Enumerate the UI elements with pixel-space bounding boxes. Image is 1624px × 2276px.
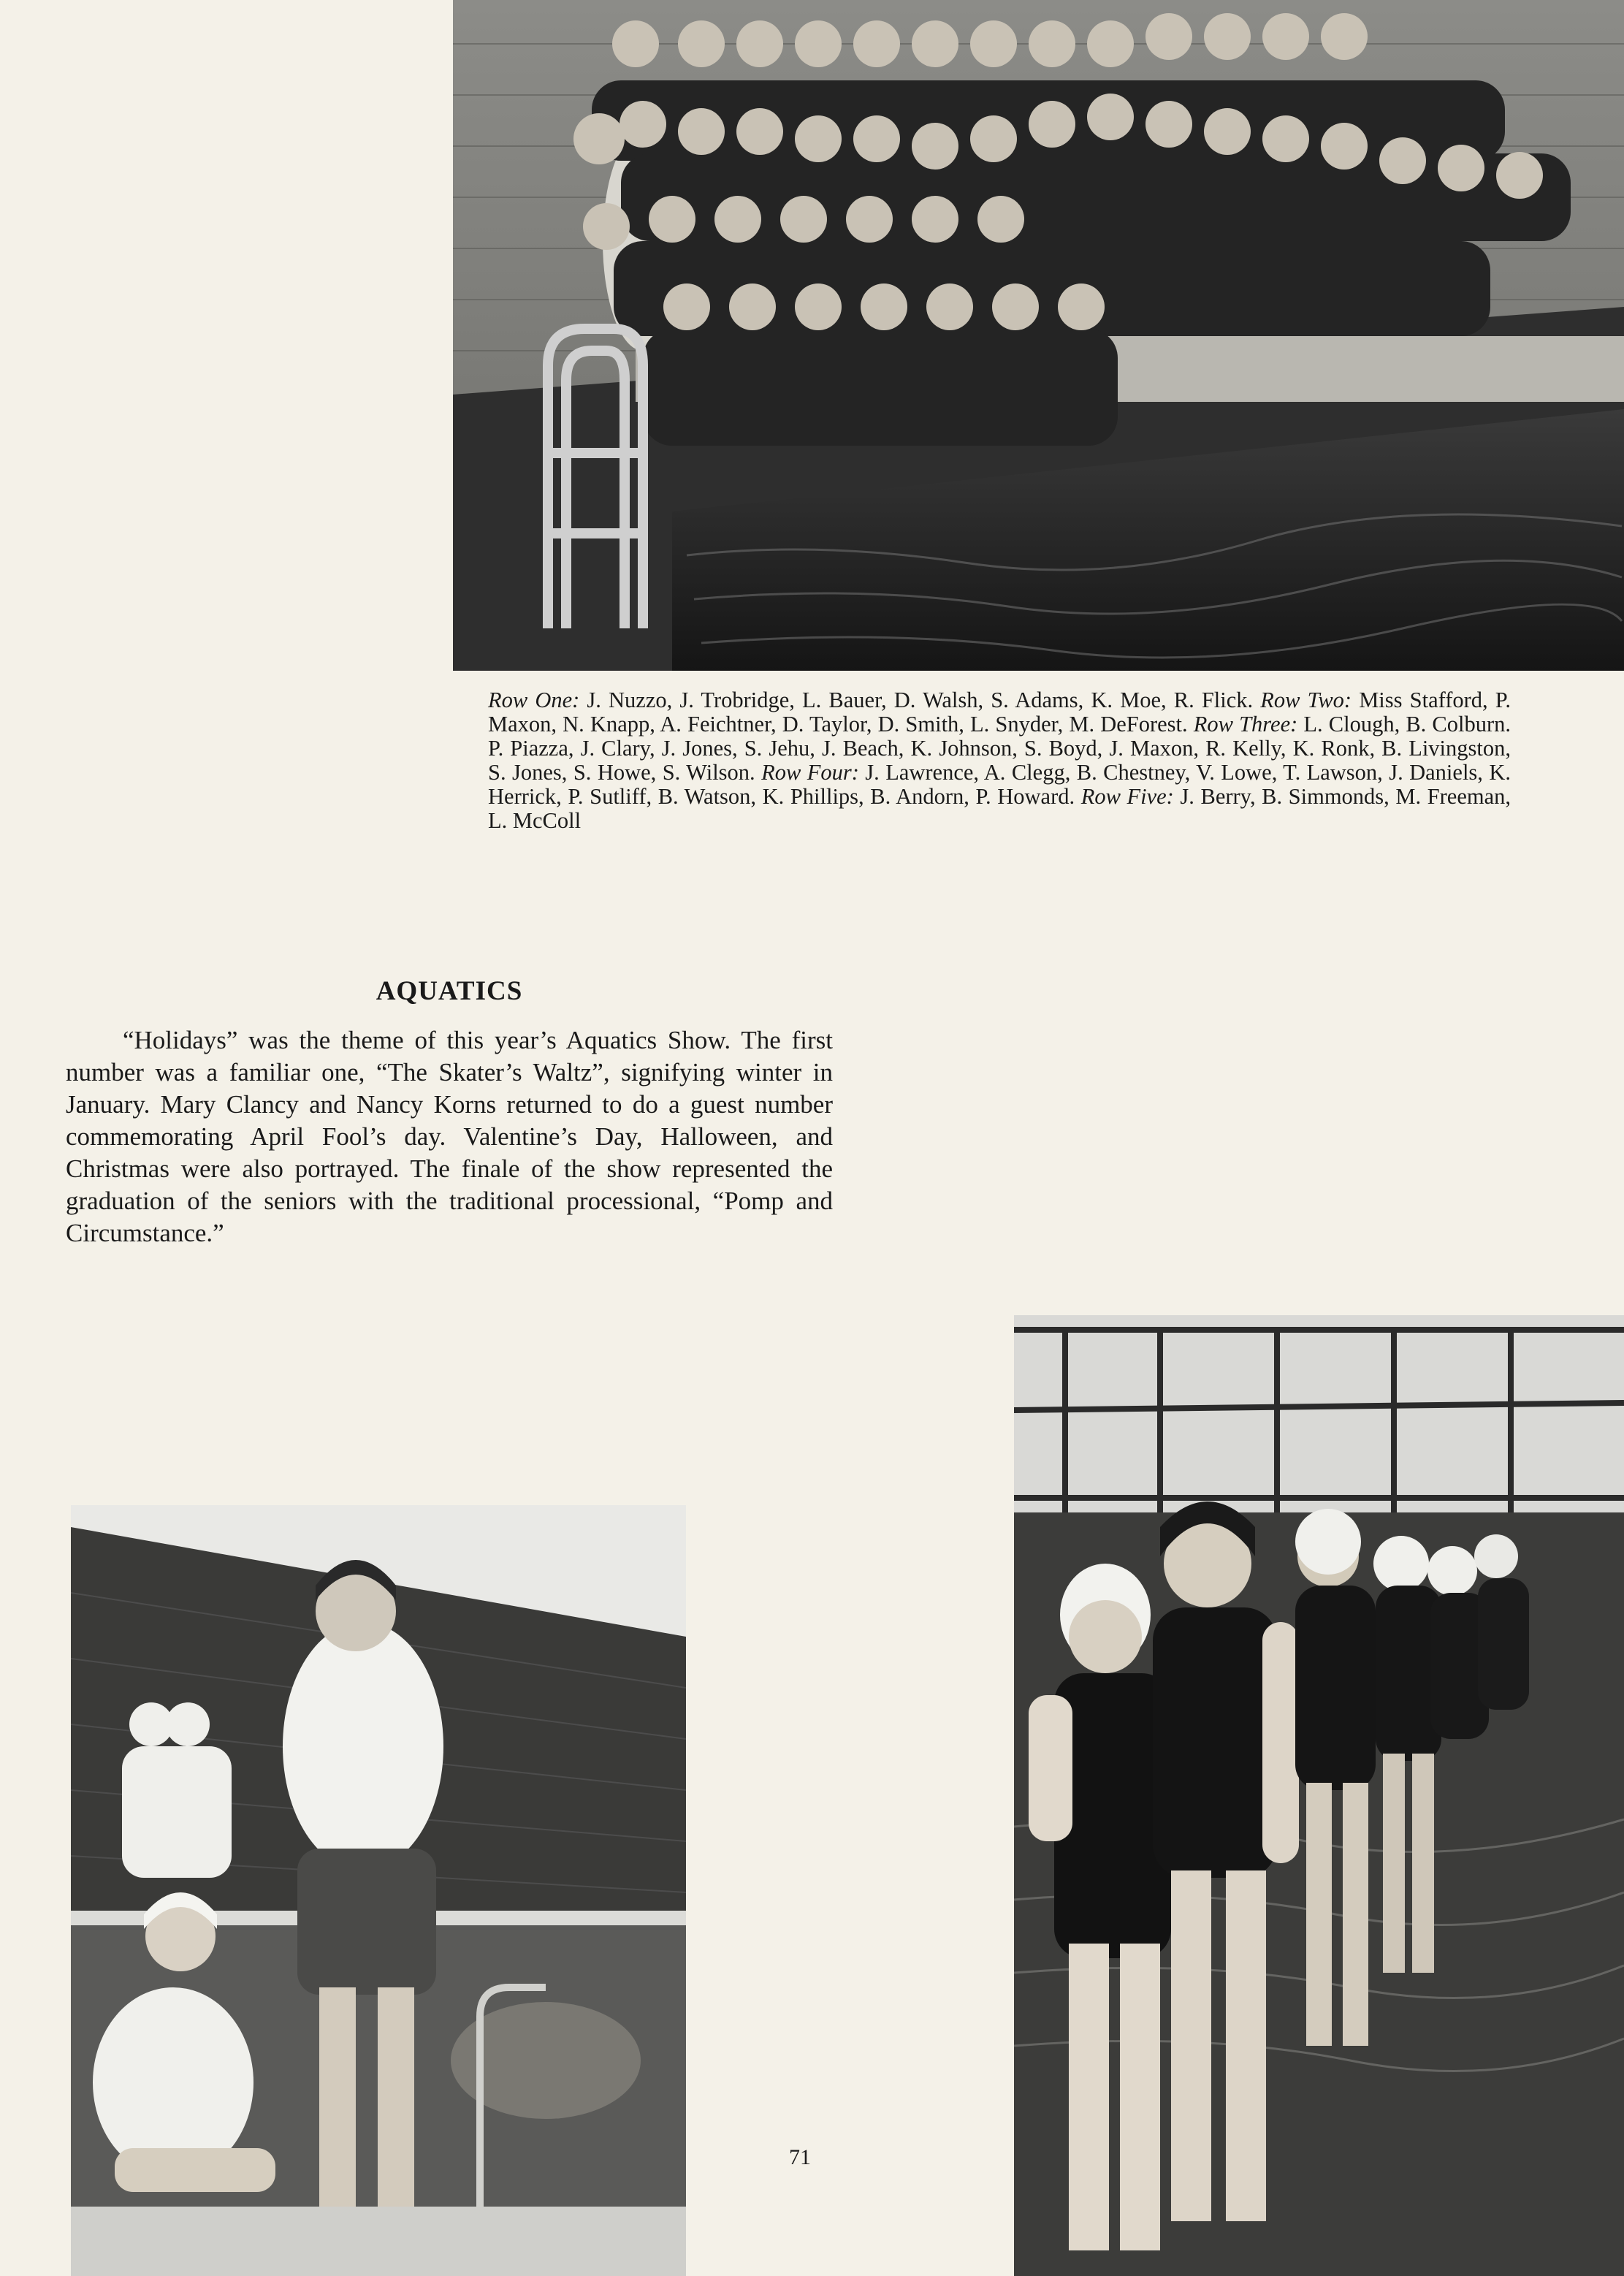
row-two-names: Miss Stafford, P. Maxon, N. Knapp, A. Feichtner, D. Taylor, D. Smith, L. Snyder, M. DeForest. xyxy=(488,688,1511,737)
article-title: AQUATICS xyxy=(375,976,523,1006)
row-three-label: Row Three: xyxy=(1193,712,1298,737)
article-body: “Holidays” was the theme of this year’s Aquatics Show. The first number was a familiar one, “The Skater’s Waltz”, signifying winter in January. Mary Clancy and Nancy Korns returned to do a guest number commemorating April Fool’s day. Valentine’s Day, Halloween, and Christmas were also portrayed. The finale of the show represented the graduation of the seniors with the traditional processional, “Pomp and Circumstance.” xyxy=(66,1026,833,1247)
page-number: 71 xyxy=(789,2145,811,2169)
row-two-label: Row Two: xyxy=(1260,688,1352,712)
row-three-names: L. Clough, B. Colburn. P. Piazza, J. Clary, J. Jones, S. Jehu, J. Beach, K. Johnson, S. Boyd, J. Maxon, R. Kelly, K. Ronk, B. Livingston, S. Jones, S. Howe, S. Wilson. xyxy=(488,712,1511,785)
row-five-names: J. Berry, B. Simmonds, M. Freeman, L. McColl xyxy=(488,784,1511,833)
row-four-names: J. Lawrence, A. Clegg, B. Chestney, V. Lowe, T. Lawson, J. Daniels, K. Herrick, P. Sutliff, B. Watson, K. Phillips, B. Andorn, P. Howard. xyxy=(488,760,1511,809)
row-four-label: Row Four: xyxy=(761,760,859,785)
row-five-label: Row Five: xyxy=(1080,784,1174,809)
team-photo-caption xyxy=(488,688,1511,833)
row-one-label: Row One: xyxy=(488,688,580,712)
row-one-names: J. Nuzzo, J. Trobridge, L. Bauer, D. Walsh, S. Adams, K. Moe, R. Flick. xyxy=(579,688,1261,712)
coach-poolside-photo xyxy=(71,1505,686,2276)
swimmers-line-photo xyxy=(1014,1315,1624,2276)
team-group-photo xyxy=(453,0,1624,671)
